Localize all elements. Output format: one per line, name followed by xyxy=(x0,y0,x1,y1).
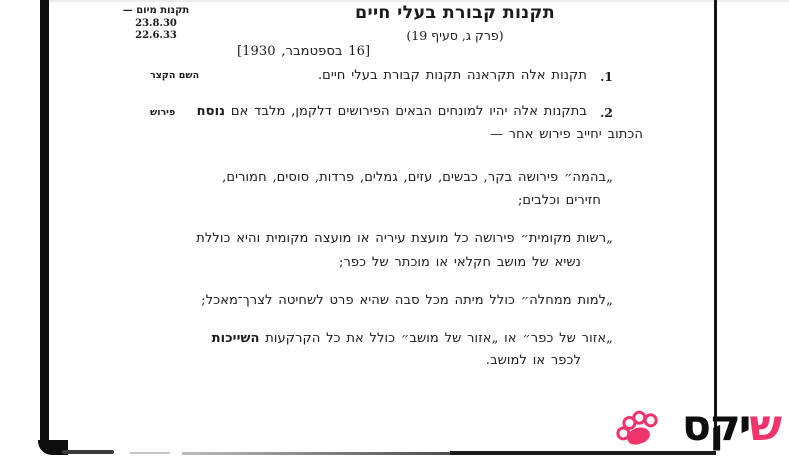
definition-village-area-line-2: לכפר או למושב. xyxy=(485,353,581,368)
shiks-watermark-logo xyxy=(640,403,780,449)
scan-border-bottom xyxy=(450,451,716,455)
definition-animal-line-2: חזירים וכלבים; xyxy=(517,193,601,208)
scan-border-right xyxy=(714,0,717,438)
chapter-subtitle: (פרק ג, סעיף 19) xyxy=(406,28,504,43)
promulgation-date: [16 בספטמבר, 1930] xyxy=(237,44,371,59)
stamp-date: 23.8.30 xyxy=(135,17,177,29)
stamp-date: 22.6.33 xyxy=(135,30,177,41)
scan-edge-top xyxy=(49,0,789,2)
definition-village-area-line-1 xyxy=(212,331,613,346)
definition-local-authority-line-1: „רשות מקומית״ פירושה כל מועצת עיריה או מועצה מקומית והיא כוללת xyxy=(196,231,613,246)
definition-animal-line-1: „בהמה״ פירושה בקר, כבשים, עזים, גמלים, פרדות, סוסים, חמורים, xyxy=(222,170,613,185)
section-2-number: 2. xyxy=(599,105,613,120)
stamp-label: תקנות מיום — xyxy=(122,5,190,16)
definition-village-area-text: „אזור של כפר״ או „אזור של מושב״ כולל את כל הקרקעות xyxy=(259,331,613,346)
logo-letter-shin: ש xyxy=(749,401,780,451)
section-1-number: 1. xyxy=(599,69,613,84)
margin-note-interpretation: פירוש xyxy=(150,107,176,118)
section-1-text: תקנות אלה תקראנה תקנות קבורת בעלי חיים. xyxy=(317,68,587,83)
document-title: תקנות קבורת בעלי חיים xyxy=(355,3,555,23)
scan-border-left xyxy=(40,0,49,448)
logo-letters-rest: יקס xyxy=(681,401,750,451)
scan-border-bottom xyxy=(62,450,114,454)
section-2-line-1 xyxy=(197,104,587,119)
section-2-bold-term: נוסח xyxy=(196,104,226,119)
section-2-line-2: הכתוב יחייב פירוש אחר — xyxy=(489,127,643,142)
scan-border-bottom xyxy=(182,452,450,455)
definition-local-authority-line-2: נשיא של מושב חקלאי או מוכתר של כפר; xyxy=(338,255,581,270)
amendment-dates-stamp xyxy=(112,5,200,43)
margin-note-short-title: השם הקצר xyxy=(150,70,200,81)
section-2-text: בתקנות אלה יהיו למונחים הבאים הפירושים דלקמן, מלבד אם xyxy=(225,104,587,119)
definition-death-by-disease: „למות ממחלה״ כולל מיתה מכל סבה שהיא פרט לשחיטה לצרך־מאכל; xyxy=(201,293,613,308)
scan-border-bottom xyxy=(130,452,170,454)
definition-village-area-bold-term: השייכות xyxy=(211,331,260,346)
